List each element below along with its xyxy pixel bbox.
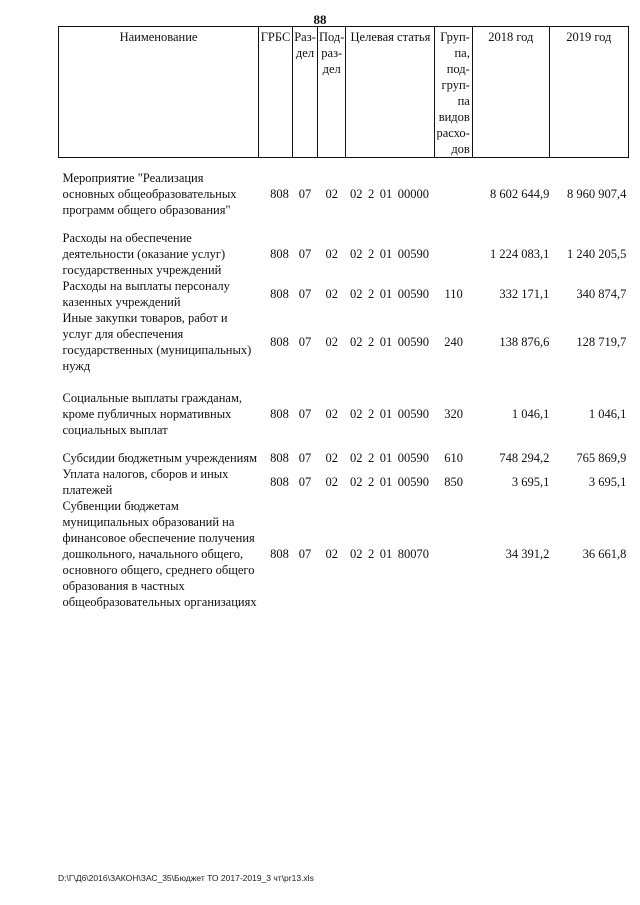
- target-part-2: 2: [367, 407, 375, 421]
- target-part-4: 00590: [397, 247, 429, 261]
- header-2019: 2019 год: [549, 27, 628, 158]
- row-target: [346, 498, 435, 610]
- row-2019: 765 869,9: [576, 451, 627, 465]
- row-2019: 8 960 907,4: [566, 187, 627, 201]
- target-part-1: 02: [349, 547, 363, 561]
- target-part-4: 00000: [397, 187, 429, 201]
- header-name: Наименование: [59, 27, 259, 158]
- table-row: [59, 170, 629, 218]
- row-podrazdel: 02: [325, 547, 338, 561]
- target-part-1: 02: [349, 407, 363, 421]
- row-kind: [435, 498, 472, 610]
- row-name: Уплата налогов, сборов и иных платежей: [62, 467, 229, 497]
- row-grbs: 808: [270, 335, 289, 349]
- row-2019: 1 240 205,5: [566, 247, 627, 261]
- row-kind: 850: [444, 475, 464, 489]
- target-part-1: 02: [349, 247, 363, 261]
- row-name: Расходы на обеспечение деятельности (оказание услуг) государственных учреждений: [62, 231, 226, 277]
- target-part-1: 02: [349, 451, 363, 465]
- row-name: Иные закупки товаров, работ и услуг для обеспечения государственных (муниципальных) нужд: [62, 311, 252, 373]
- row-2018: 1 224 083,1: [489, 247, 550, 261]
- row-2018: 34 391,2: [505, 547, 550, 561]
- row-2019: 36 661,8: [582, 547, 627, 561]
- row-name: Социальные выплаты гражданам, кроме публичных нормативных социальных выплат: [62, 391, 243, 437]
- row-2018: 8 602 644,9: [489, 187, 550, 201]
- row-2018: 138 876,6: [499, 335, 550, 349]
- table-row: [59, 450, 629, 466]
- table-row: [59, 498, 629, 610]
- target-part-3: 01: [379, 547, 393, 561]
- target-part-3: 01: [379, 407, 393, 421]
- target-part-2: 2: [367, 547, 375, 561]
- row-grbs: 808: [270, 451, 289, 465]
- target-part-1: 02: [349, 475, 363, 489]
- row-razdel: 07: [298, 451, 312, 465]
- row-target: [346, 450, 435, 466]
- header-razdel: Раз- дел: [293, 27, 318, 158]
- target-part-2: 2: [367, 335, 375, 349]
- file-path-footer: D:\Г\Д6\2016\ЗАКОН\ЗАС_35\Бюджет ТО 2017-2019_3 чт\pr13.xls: [58, 873, 314, 883]
- target-part-3: 01: [379, 287, 393, 301]
- row-razdel: 07: [298, 407, 312, 421]
- table-row: [59, 390, 629, 438]
- row-2019: 1 046,1: [588, 407, 627, 421]
- row-kind: [435, 170, 472, 218]
- table-header-row: [59, 27, 629, 158]
- row-name: Субвенции бюджетам муниципальных образований на финансовое обеспечение получения дошкольного, начального общего, основного общего, среднего общего образования в частных общеобразовательных организациях: [62, 499, 257, 609]
- row-name: Расходы на выплаты персоналу казенных учреждений: [62, 279, 230, 309]
- row-kind: 610: [444, 451, 464, 465]
- header-target: Целевая статья: [346, 27, 435, 158]
- budget-table: [58, 26, 629, 610]
- row-target: [346, 310, 435, 374]
- row-2018: 1 046,1: [511, 407, 550, 421]
- target-part-4: 00590: [397, 287, 429, 301]
- row-razdel: 07: [298, 187, 312, 201]
- row-target: [346, 390, 435, 438]
- row-podrazdel: 02: [325, 287, 338, 301]
- row-grbs: 808: [270, 407, 289, 421]
- row-grbs: 808: [270, 287, 289, 301]
- table-row: [59, 278, 629, 310]
- target-part-4: 00590: [397, 407, 429, 421]
- target-part-4: 80070: [397, 547, 429, 561]
- table-row: [59, 230, 629, 278]
- target-part-3: 01: [379, 187, 393, 201]
- table-row: [59, 310, 629, 374]
- target-part-4: 00590: [397, 335, 429, 349]
- row-2018: 3 695,1: [511, 475, 550, 489]
- row-podrazdel: 02: [325, 475, 338, 489]
- target-part-1: 02: [349, 335, 363, 349]
- target-part-2: 2: [367, 475, 375, 489]
- target-part-1: 02: [349, 287, 363, 301]
- row-podrazdel: 02: [325, 407, 338, 421]
- table-row: [59, 466, 629, 498]
- row-podrazdel: 02: [325, 247, 338, 261]
- row-target: [346, 170, 435, 218]
- header-2018: 2018 год: [472, 27, 549, 158]
- header-kind: Груп- па, под- груп- па видов расхо- дов: [435, 27, 472, 158]
- row-podrazdel: 02: [325, 335, 338, 349]
- header-podrazdel: Под- раз- дел: [318, 27, 346, 158]
- row-name: Мероприятие "Реализация основных общеобразовательных программ общего образования": [62, 171, 237, 217]
- target-part-2: 2: [367, 287, 375, 301]
- row-2019: 340 874,7: [576, 287, 627, 301]
- row-kind: 110: [444, 287, 463, 301]
- target-part-3: 01: [379, 335, 393, 349]
- row-grbs: 808: [270, 475, 289, 489]
- row-kind: 240: [444, 335, 464, 349]
- target-part-1: 02: [349, 187, 363, 201]
- target-part-3: 01: [379, 475, 393, 489]
- target-part-3: 01: [379, 247, 393, 261]
- target-part-2: 2: [367, 247, 375, 261]
- row-razdel: 07: [298, 547, 312, 561]
- row-2019: 3 695,1: [588, 475, 627, 489]
- header-grbs: ГРБС: [259, 27, 293, 158]
- row-razdel: 07: [298, 335, 312, 349]
- target-part-2: 2: [367, 451, 375, 465]
- row-podrazdel: 02: [325, 187, 338, 201]
- row-target: [346, 230, 435, 278]
- row-name: Субсидии бюджетным учреждениям: [62, 451, 258, 465]
- target-part-3: 01: [379, 451, 393, 465]
- row-2018: 332 171,1: [499, 287, 550, 301]
- row-target: [346, 466, 435, 498]
- row-2018: 748 294,2: [499, 451, 550, 465]
- row-razdel: 07: [298, 475, 312, 489]
- row-razdel: 07: [298, 247, 312, 261]
- row-kind: 320: [444, 407, 464, 421]
- row-target: [346, 278, 435, 310]
- row-podrazdel: 02: [325, 451, 338, 465]
- row-razdel: 07: [298, 287, 312, 301]
- row-grbs: 808: [270, 187, 289, 201]
- target-part-2: 2: [367, 187, 375, 201]
- target-part-4: 00590: [397, 475, 429, 489]
- row-2019: 128 719,7: [576, 335, 627, 349]
- row-kind: [435, 230, 472, 278]
- row-grbs: 808: [270, 547, 289, 561]
- row-grbs: 808: [270, 247, 289, 261]
- target-part-4: 00590: [397, 451, 429, 465]
- page-number: 88: [313, 12, 327, 27]
